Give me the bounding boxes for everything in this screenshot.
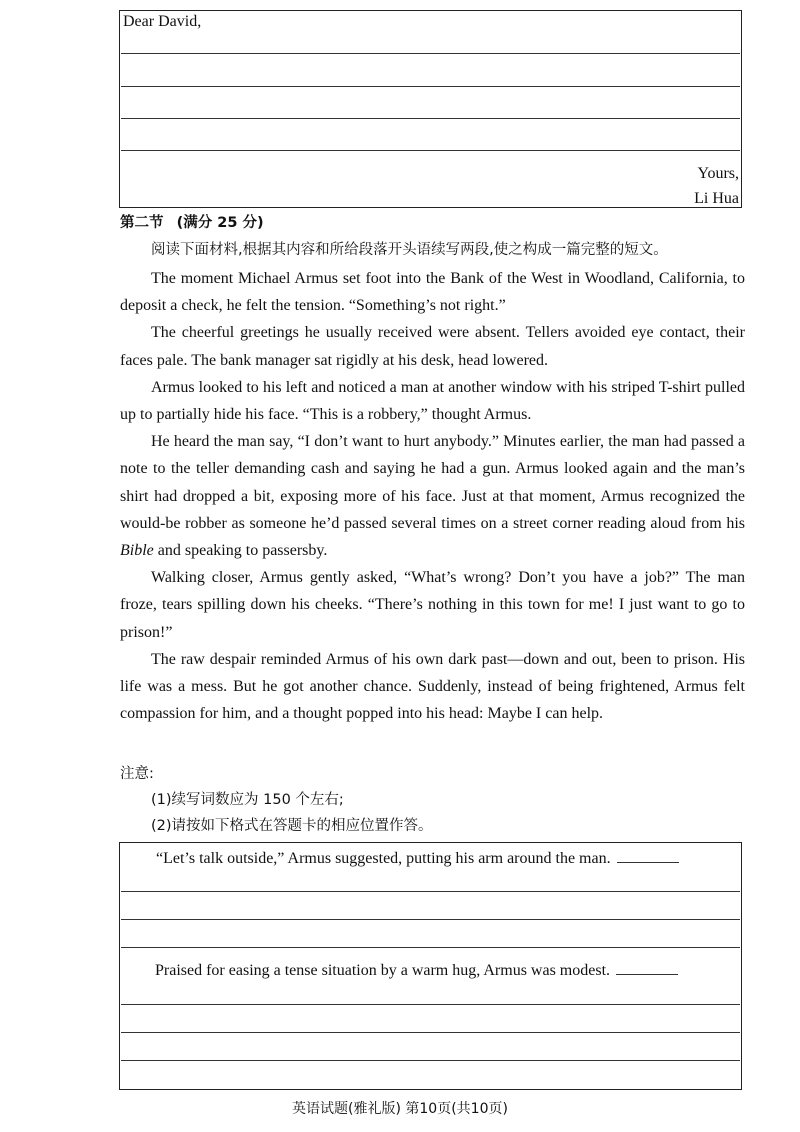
- writing-line[interactable]: [121, 118, 740, 119]
- story-paragraph: The cheerful greetings he usually received were absent. Tellers avoided eye contact, their faces pale. The bank manager sat rigidly at his desk, head lowered.: [120, 324, 745, 369]
- answer-blank[interactable]: [617, 848, 679, 863]
- section-title: [120, 216, 264, 231]
- story-paragraph: He heard the man say, “I don’t want to hurt anybody.” Minutes earlier, the man had passed a note to the teller demanding cash and saying he had a gun. Armus looked again and the man’s shirt had dropped a bit, exposing more of his face. Just at that moment, Armus recognized the would-be robber as someone he’d passed several times on a street corner reading aloud from his Bible and speaking to passersby.: [120, 433, 745, 560]
- story-paragraph: The moment Michael Armus set foot into the Bank of the West in Woodland, California, to deposit a check, he felt the tension. “Something’s not right.”: [120, 270, 745, 315]
- story-text: [120, 265, 745, 727]
- notes-label: 注意:: [120, 766, 154, 782]
- writing-line[interactable]: [121, 86, 740, 87]
- writing-line[interactable]: [121, 919, 740, 920]
- letter-writing-box: [119, 10, 742, 208]
- letter-signature: Li Hua: [694, 190, 739, 207]
- writing-line[interactable]: [121, 150, 740, 151]
- answer-blank[interactable]: [616, 960, 678, 975]
- writing-line[interactable]: [121, 53, 740, 54]
- opening-sentence-2: Praised for easing a tense situation by a warm hug, Armus was modest.: [155, 960, 678, 979]
- section-score: (满分 25 分): [176, 215, 264, 231]
- letter-salutation: Dear David,: [123, 13, 202, 30]
- page-footer: 英语试题(雅礼版) 第10页(共10页): [292, 1101, 508, 1117]
- note-item: (2)请按如下格式在答题卡的相应位置作答。: [151, 818, 433, 834]
- writing-line[interactable]: [121, 1004, 740, 1005]
- writing-line[interactable]: [121, 1032, 740, 1033]
- section-instruction: 阅读下面材料,根据其内容和所给段落开头语续写两段,使之构成一篇完整的短文。: [151, 242, 668, 258]
- note-item: (1)续写词数应为 150 个左右;: [151, 792, 344, 808]
- writing-line[interactable]: [121, 947, 740, 948]
- story-paragraph: The raw despair reminded Armus of his own dark past—down and out, been to prison. His life was a mess. But he got another chance. Suddenly, instead of being frightened, Armus felt compassion for him, and a thought popped into his head: Maybe I can help.: [120, 650, 745, 723]
- section-number: 第二节: [120, 215, 164, 231]
- writing-line[interactable]: [121, 891, 740, 892]
- story-paragraph: Walking closer, Armus gently asked, “What’s wrong? Don’t you have a job?” The man froze, tears spilling down his cheeks. “There’s nothing in this town for me! I just want to go to prison!”: [120, 569, 745, 641]
- story-paragraph: Armus looked to his left and noticed a man at another window with his striped T-shirt pulled up to partially hide his face. “This is a robbery,” thought Armus.: [120, 378, 745, 424]
- opening-sentence-1: “Let’s talk outside,” Armus suggested, putting his arm around the man.: [156, 848, 679, 867]
- letter-closing: Yours,: [697, 165, 739, 182]
- writing-line[interactable]: [121, 1060, 740, 1061]
- bible-italic: Bible: [120, 542, 154, 560]
